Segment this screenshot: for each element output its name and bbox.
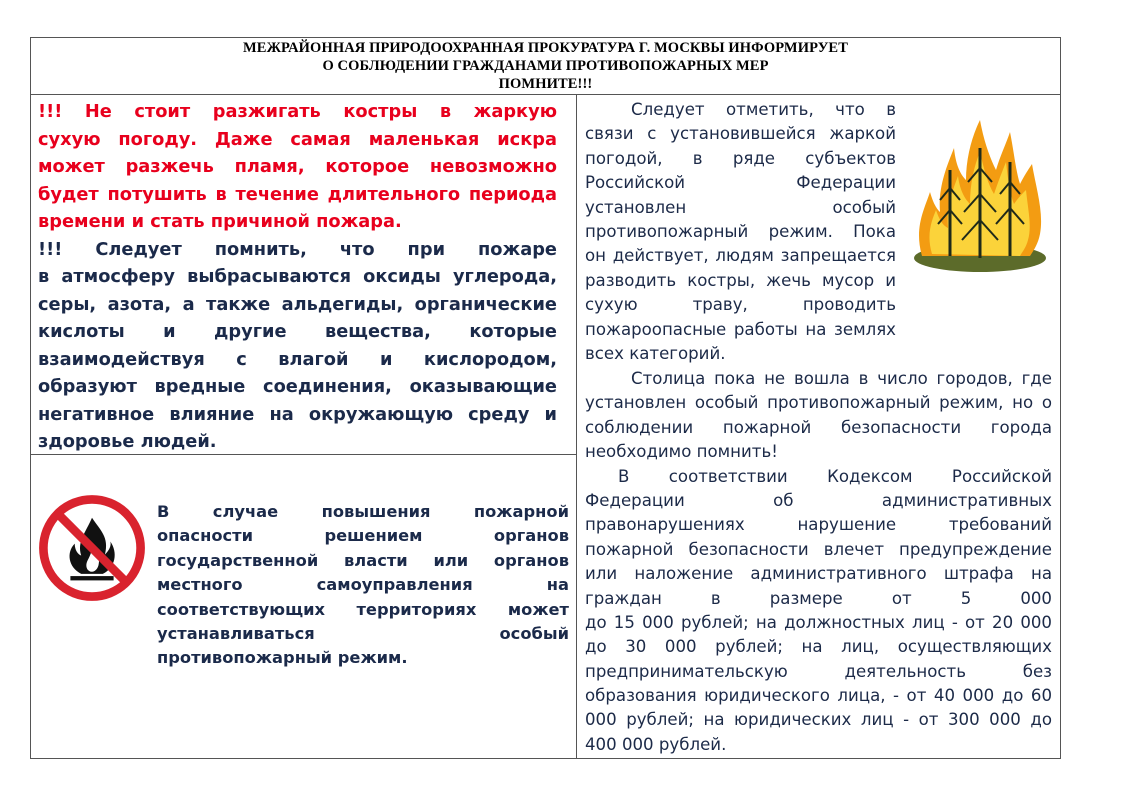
- left-top-cell: [38, 98, 557, 456]
- paragraph-line: до 30 000 рублей; на лиц, осуществляющих: [585, 637, 1052, 657]
- forest-fire-icon: [910, 118, 1050, 278]
- paragraph-line: 400 000 рублей.: [585, 734, 727, 754]
- no-fire-sign-icon: [38, 494, 146, 602]
- notice-line: местного самоуправления на: [157, 575, 569, 595]
- paragraph-line: Федерации об административных: [585, 490, 1052, 510]
- column-divider: [576, 94, 577, 759]
- paragraph-line: В соответствии Кодексом Российской: [618, 466, 1052, 486]
- info-line: кислоты и другие вещества, которые: [38, 321, 557, 342]
- info-line: !!! Следует помнить, что при пожаре: [38, 238, 557, 260]
- notice-line: опасности решением органов: [157, 526, 569, 546]
- paragraph-line: 000 рублей; на юридических лиц - от 300 000 до: [585, 710, 1052, 730]
- paragraph-line: до 15 000 рублей; на должностных лиц - от 20 000: [585, 612, 1052, 632]
- left-bottom-cell: [157, 500, 569, 671]
- paragraph-line: Российской Федерации: [585, 173, 896, 193]
- paragraph-line: образования юридического лица, - от 40 000 до 60: [585, 686, 1052, 706]
- info-line: взаимодействуя с влагой и кислородом,: [38, 348, 557, 370]
- paragraph-line: необходимо помнить!: [585, 442, 778, 462]
- paragraph-line: пожароопасные работы на землях: [585, 319, 896, 339]
- header-title-line-2: О СОБЛЮДЕНИИ ГРАЖДАНАМИ ПРОТИВОПОЖАРНЫХ МЕР: [322, 58, 769, 74]
- right-bottom-paragraph: [585, 367, 1052, 757]
- paragraph-line: противопожарный режим. Пока: [585, 221, 896, 241]
- warning-line: сухую погоду. Даже самая маленькая искра: [38, 128, 557, 150]
- warning-line: !!! Не стоит разжигать костры в жаркую: [38, 101, 557, 122]
- paragraph-line: установлен особый: [585, 197, 896, 217]
- warning-line: времени и стать причиной пожара.: [38, 211, 402, 232]
- info-line: в атмосферу выбрасываются оксиды углерода,: [38, 266, 557, 287]
- paragraph-line: предпринимательскую деятельность без: [585, 661, 1052, 681]
- header-divider: [30, 94, 1061, 95]
- paragraph-line: Следует отметить, что в: [631, 100, 896, 119]
- notice-line: противопожарный режим.: [157, 648, 408, 668]
- paragraph-line: установлен особый противопожарный режим, но о: [585, 393, 1052, 413]
- paragraph-line: связи с установившейся жаркой: [585, 124, 896, 144]
- paragraph-line: он действует, людям запрещается: [585, 246, 896, 266]
- info-line: негативное влияние на окружающую среду и: [38, 403, 557, 425]
- paragraph-line: или наложение административного штрафа на: [585, 564, 1052, 584]
- right-top-paragraph: [585, 98, 896, 366]
- paragraph-line: соблюдении пожарной безопасности города: [585, 417, 1052, 437]
- info-line: серы, азота, а также альдегиды, органические: [38, 293, 557, 315]
- notice-line: устанавливаться особый: [157, 623, 569, 643]
- paragraph-line: всех категорий.: [585, 343, 726, 363]
- paragraph-line: граждан в размере от 5 000: [585, 588, 1052, 608]
- notice-line: государственной власти или органов: [157, 550, 569, 570]
- info-line: здоровье людей.: [38, 431, 217, 452]
- paragraph-line: правонарушениях нарушение требований: [585, 515, 1052, 535]
- paragraph-line: пожарной безопасности влечет предупреждение: [585, 539, 1052, 559]
- info-line: образуют вредные соединения, оказывающие: [38, 376, 557, 397]
- notice-line: В случае повышения пожарной: [157, 502, 569, 521]
- notice-line: соответствующих территориях может: [157, 599, 569, 619]
- header-title-line-3: ПОМНИТЕ!!!: [498, 76, 593, 92]
- paragraph-line: Столица пока не вошла в число городов, где: [631, 369, 1052, 388]
- warning-line: будет потушить в течение длительного периода: [38, 183, 557, 205]
- header-title-line-1: МЕЖРАЙОННАЯ ПРИРОДООХРАННАЯ ПРОКУРАТУРА Г. МОСКВЫ ИНФОРМИРУЕТ: [243, 40, 848, 56]
- warning-line: может разжечь пламя, которое невозможно: [38, 156, 557, 177]
- paragraph-line: разводить костры, жечь мусор и: [585, 270, 896, 290]
- paragraph-line: сухую траву, проводить: [585, 295, 896, 315]
- paragraph-line: погодой, в ряде субъектов: [585, 148, 896, 168]
